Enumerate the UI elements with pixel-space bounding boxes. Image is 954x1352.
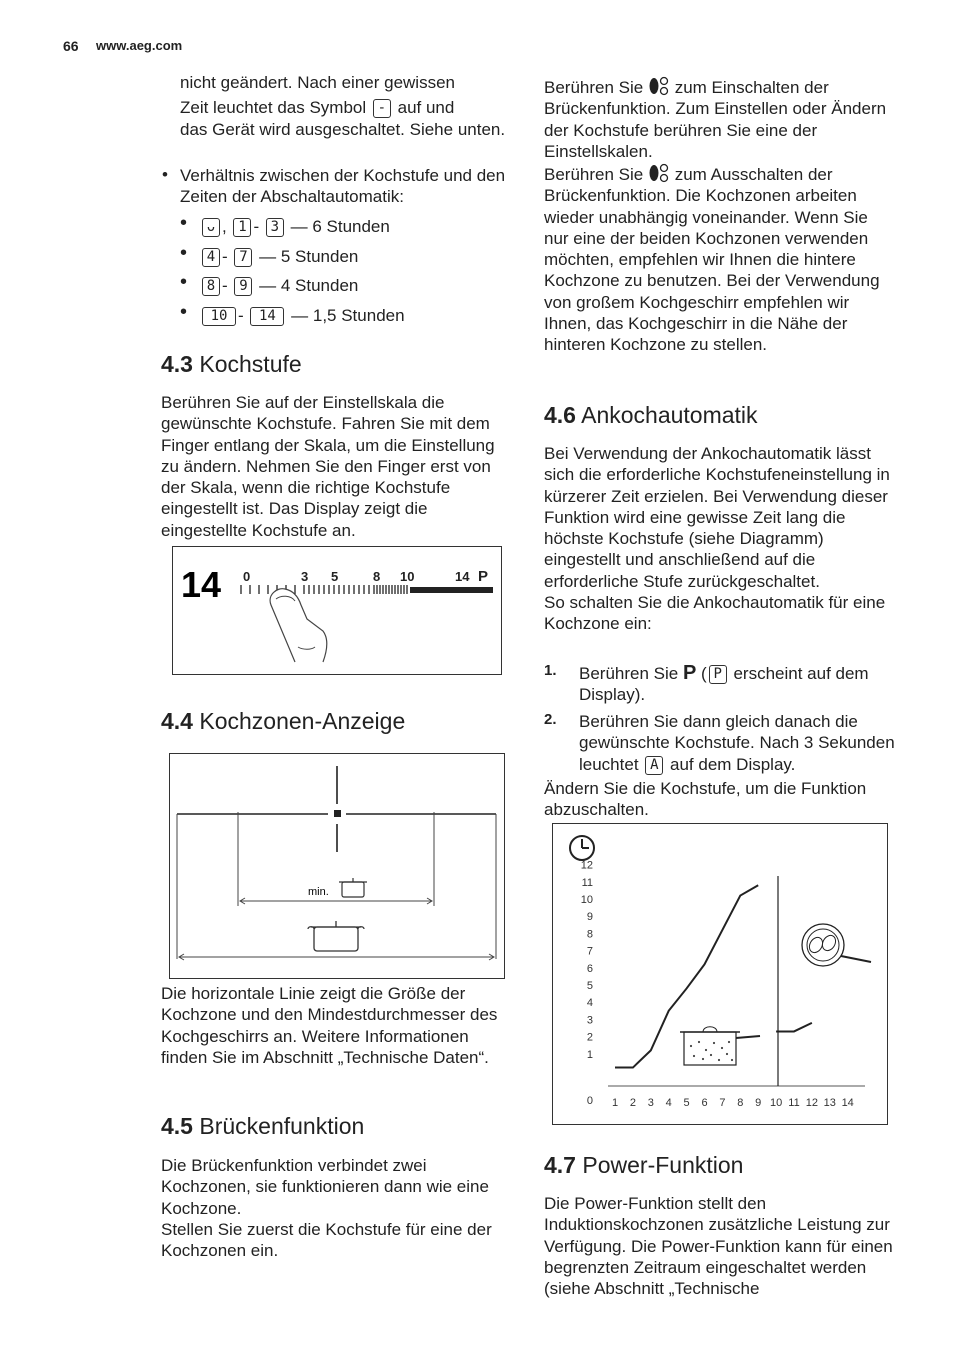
step-number: 1. [544, 662, 557, 679]
y-tick-label: 1 [586, 1048, 593, 1061]
x-tick-label: 12 [805, 1097, 819, 1109]
step-2: Berühren Sie dann gleich danach die gewünschte Kochstufe. Nach 3 Sekunden leuchtet A auf dem Display. [579, 712, 895, 774]
frying-pan-icon [802, 924, 871, 966]
section-heading-4-4: 4.4 Kochzonen-Anzeige [161, 708, 406, 734]
x-tick-label: 11 [788, 1097, 800, 1109]
boiling-pot-icon [680, 1027, 760, 1065]
small-pot-icon [339, 878, 367, 897]
intro-paragraph: nicht geändert. Nach einer gewissen Zeit leuchtet das Symbol - auf und das Gerät wird ausgeschaltet. Siehe unten. [180, 73, 506, 139]
large-pot-icon [308, 921, 364, 951]
p-symbol: P [682, 662, 697, 684]
x-tick-label: 7 [719, 1097, 726, 1109]
x-tick-label: 4 [665, 1097, 672, 1109]
kochzonen-figure [169, 753, 505, 979]
step-number: 2. [544, 711, 557, 728]
x-tick-label: 8 [737, 1097, 744, 1109]
level-row: • ᴗ , 1 - 3 — 6 Stunden [180, 212, 390, 236]
min-label: min. [308, 886, 329, 898]
kochstufe-figure [172, 546, 502, 675]
y-tick-label: 9 [586, 911, 593, 924]
x-tick-label: 9 [755, 1097, 762, 1109]
scale-label: 10 [400, 569, 415, 584]
page-number: 66 [63, 38, 79, 54]
section-heading-4-5: 4.5 Brückenfunktion [161, 1113, 365, 1139]
s45-paragraph: Die Brückenfunktion verbindet zwei Kochzonen, sie funktionieren dann wie eine Kochzone. Stellen Sie zuerst die Kochstufe für eine der Kochzonen ein. [161, 1156, 492, 1261]
y-tick-label: 7 [586, 945, 593, 958]
y-tick-label: 10 [580, 894, 593, 906]
bridge-icon [648, 76, 670, 96]
finger-illustration [270, 589, 327, 662]
y-tick-label: 2 [586, 1031, 593, 1044]
y-tick-label: 6 [586, 962, 593, 975]
x-tick-label: 10 [769, 1097, 783, 1109]
bridge-on-paragraph: Berühren Sie zum Einschalten der Brückenfunktion. Zum Einstellen oder Ändern der Kochstufe berühren Sie eine der Einstellskalen. [544, 78, 887, 161]
ankochautomatik-chart [552, 823, 888, 1125]
y-tick-label: 11 [581, 876, 593, 889]
section-heading-4-3: 4.3 Kochstufe [161, 351, 302, 377]
y-tick-label: 12 [580, 859, 593, 872]
scale-label: 3 [301, 569, 309, 584]
scale-label: P [478, 568, 489, 585]
step-1: Berühren Sie P ( P erscheint auf dem Display). [579, 662, 869, 705]
clock-icon [570, 836, 594, 860]
x-tick-label: 3 [647, 1097, 654, 1109]
level-row: • 10 - 14 — 1,5 Stunden [180, 301, 405, 325]
s46-final-paragraph: Ändern Sie die Kochstufe, um die Funktion abzuschalten. [544, 779, 867, 820]
y-tick-label: 4 [586, 997, 593, 1010]
x-tick-label: 13 [823, 1097, 836, 1109]
section-heading-4-6: 4.6 Ankochautomatik [544, 402, 758, 428]
section-heading-4-7: 4.7 Power-Funktion [544, 1152, 744, 1178]
y-tick-label: 3 [586, 1014, 593, 1027]
website-url[interactable]: www.aeg.com [96, 38, 183, 53]
dash-symbol: - [373, 99, 391, 118]
x-tick-label: 6 [701, 1097, 708, 1109]
x-tick-label: 2 [629, 1097, 636, 1109]
bullet: • [162, 165, 168, 184]
scale-label: 14 [455, 569, 470, 584]
level-row: • 4 - 7 — 5 Stunden [180, 242, 359, 266]
x-tick-label: 14 [841, 1097, 854, 1109]
scale-label: 5 [331, 569, 339, 584]
level-list [180, 212, 515, 334]
series-line-2 [776, 1023, 812, 1032]
x-tick-label: 1 [611, 1097, 619, 1109]
s43-paragraph: Berühren Sie auf der Einstellskala die gewünschte Kochstufe. Fahren Sie mit dem Finger entlang der Skala, um die Einstellung zu ändern. Nehmen Sie den Finger erst von der Skala, wenn die richtige Kochstufe eingestellt ist. Das Display zeigt die eingestellte Kochstufe an. [161, 393, 495, 540]
y-tick-label: 5 [586, 980, 593, 992]
bullet-text: Verhältnis zwischen der Kochstufe und den Zeiten der Abschaltautomatik: [180, 166, 506, 207]
s47-paragraph: Die Power-Funktion stellt den Induktionskochzonen zusätzliche Leistung zur Verfügung. Die Power-Funktion kann für einen begrenzten Zeitraum eingeschaltet werden (siehe Abschnitt „Technische [544, 1194, 893, 1299]
bridge-icon [648, 163, 670, 183]
slider-bar [410, 587, 493, 593]
s44-paragraph: Die horizontale Linie zeigt die Größe der Kochzone und den Mindestdurchmesser des Kochgeschirrs an. Weitere Informationen finden Sie im Abschnitt „Technische Daten“. [161, 984, 498, 1067]
scale-label: 8 [373, 569, 381, 584]
x-tick-label: 5 [683, 1097, 690, 1109]
s46-paragraph: Bei Verwendung der Ankochautomatik lässt sich die erforderliche Kochstufeneinstellung in kürzerer Zeit erzielen. Bei Verwendung dieser Funktion wird eine gewisse Zeit lang die höchste Kochstufe (siehe Diagramm) eingestellt und anschließend auf die erforderliche Stufe zurückgeschaltet. So schalten Sie die Ankochautomatik für eine Kochzone ein: [544, 444, 890, 634]
display-value: 14 [181, 564, 222, 605]
bridge-off-paragraph: Berühren Sie zum Ausschalten der Brückenfunktion. Die Kochzonen arbeiten wieder unabhängig voneinander. Wenn Sie nur eine der beiden Kochzonen verwenden möchten, empfehlen wir Ihnen die hintere Kochzone zu benutzen. Bei der Verwendung von großem Kochgeschirr empfehlen wir Ihnen, das Kochgeschirr in die Nähe der hinteren Kochzone zu stellen. [544, 165, 880, 355]
level-row: • 8 - 9 — 4 Stunden [180, 271, 359, 295]
y-tick-label: 0 [586, 1095, 593, 1107]
slider-scale[interactable] [241, 585, 407, 594]
y-tick-label: 8 [586, 928, 593, 941]
scale-label: 0 [243, 569, 251, 584]
